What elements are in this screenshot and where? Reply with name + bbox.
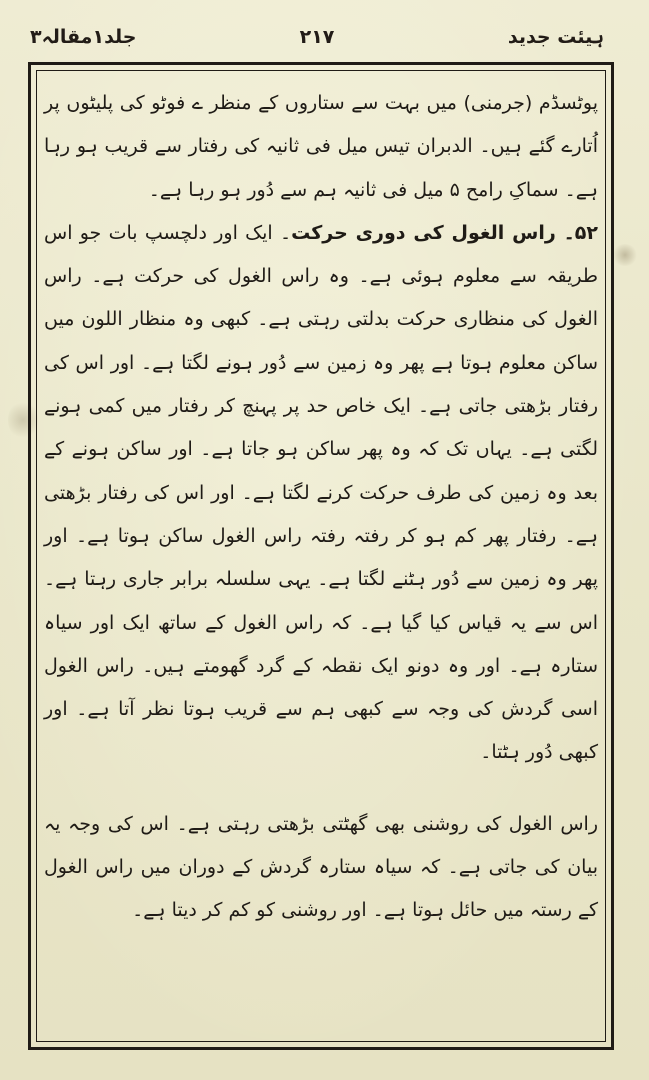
paragraph-section-52-text: ۔ ایک اور دلچسپ بات جو اس طریقہ سے معلوم ہوئی ہے۔ وہ راس الغول کی حرکت ہے۔ راس الغول کی منظاری حرکت بدلتی رہتی ہے۔ کبھی وہ منظار اللون میں ساکن معلوم ہوتا ہے پھر وہ زمین سے دُور ہونے لگتا ہے۔ اور اس کی رفتار بڑھتی جاتی ہے۔ ایک خاص حد پر پہنچ کر رفتار میں کمی ہونے لگتی ہے۔ یہاں تک کہ وہ پھر ساکن ہو جاتا ہے۔ اور ساکن ہونے کے بعد وہ زمین کی طرف حرکت کرنے لگتا ہے۔ اور اس کی رفتار بڑھتی ہے۔ رفتار پھر کم ہو کر رفتہ رفتہ راس الغول ساکن ہوتا ہے۔ اور پھر وہ زمین سے دُور ہٹنے لگتا ہے۔ یہی سلسلہ برابر جاری رہتا ہے۔ اس سے یہ قیاس کیا گیا ہے۔ کہ راس الغول کے ساتھ ایک اور سیاہ ستارہ ہے۔ اور وہ دونو ایک نقطہ کے گرد گھومتے ہیں۔ راس الغول اسی گردش کی وجہ سے کبھی ہم سے قریب ہوتا نظر آتا ہے۔ اور کبھی دُور ہٹتا۔	[44, 221, 598, 764]
page-header	[30, 26, 604, 60]
page-number: ۲۱۷	[299, 26, 335, 48]
section-heading: ۵۲۔ راس الغول کی دوری حرکت	[291, 221, 598, 244]
body-text	[44, 82, 598, 933]
paragraph-intro	[44, 82, 598, 212]
paragraph-section-52	[44, 212, 598, 775]
paragraph-intro-text: پوٹسڈم (جرمنی) میں بہت سے ستاروں کے منظر ے فوٹو کی پلیٹوں پر اُتارے گئے ہیں۔ الدبران تیس میل فی ثانیہ کی رفتار سے قریب ہو رہا ہے۔ سماکِ رامح ۵ میل فی ثانیہ ہم سے دُور ہو رہا ہے۔	[44, 92, 598, 201]
running-book-title: ہیئت جدید	[507, 26, 604, 48]
paragraph-brightness-text: راس الغول کی روشنی بھی گھٹتی بڑھتی رہتی ہے۔ اس کی وجہ یہ بیان کی جاتی ہے۔ کہ سیاہ ستارہ گردش کے دوران میں راس الغول کے رستہ میں حائل ہوتا ہے۔ اور روشنی کو کم کر دیتا ہے۔	[44, 812, 598, 922]
page-stain	[612, 244, 638, 266]
running-volume-label: جلد۱مقالہ۳	[30, 26, 137, 48]
paragraph-brightness	[44, 803, 598, 933]
